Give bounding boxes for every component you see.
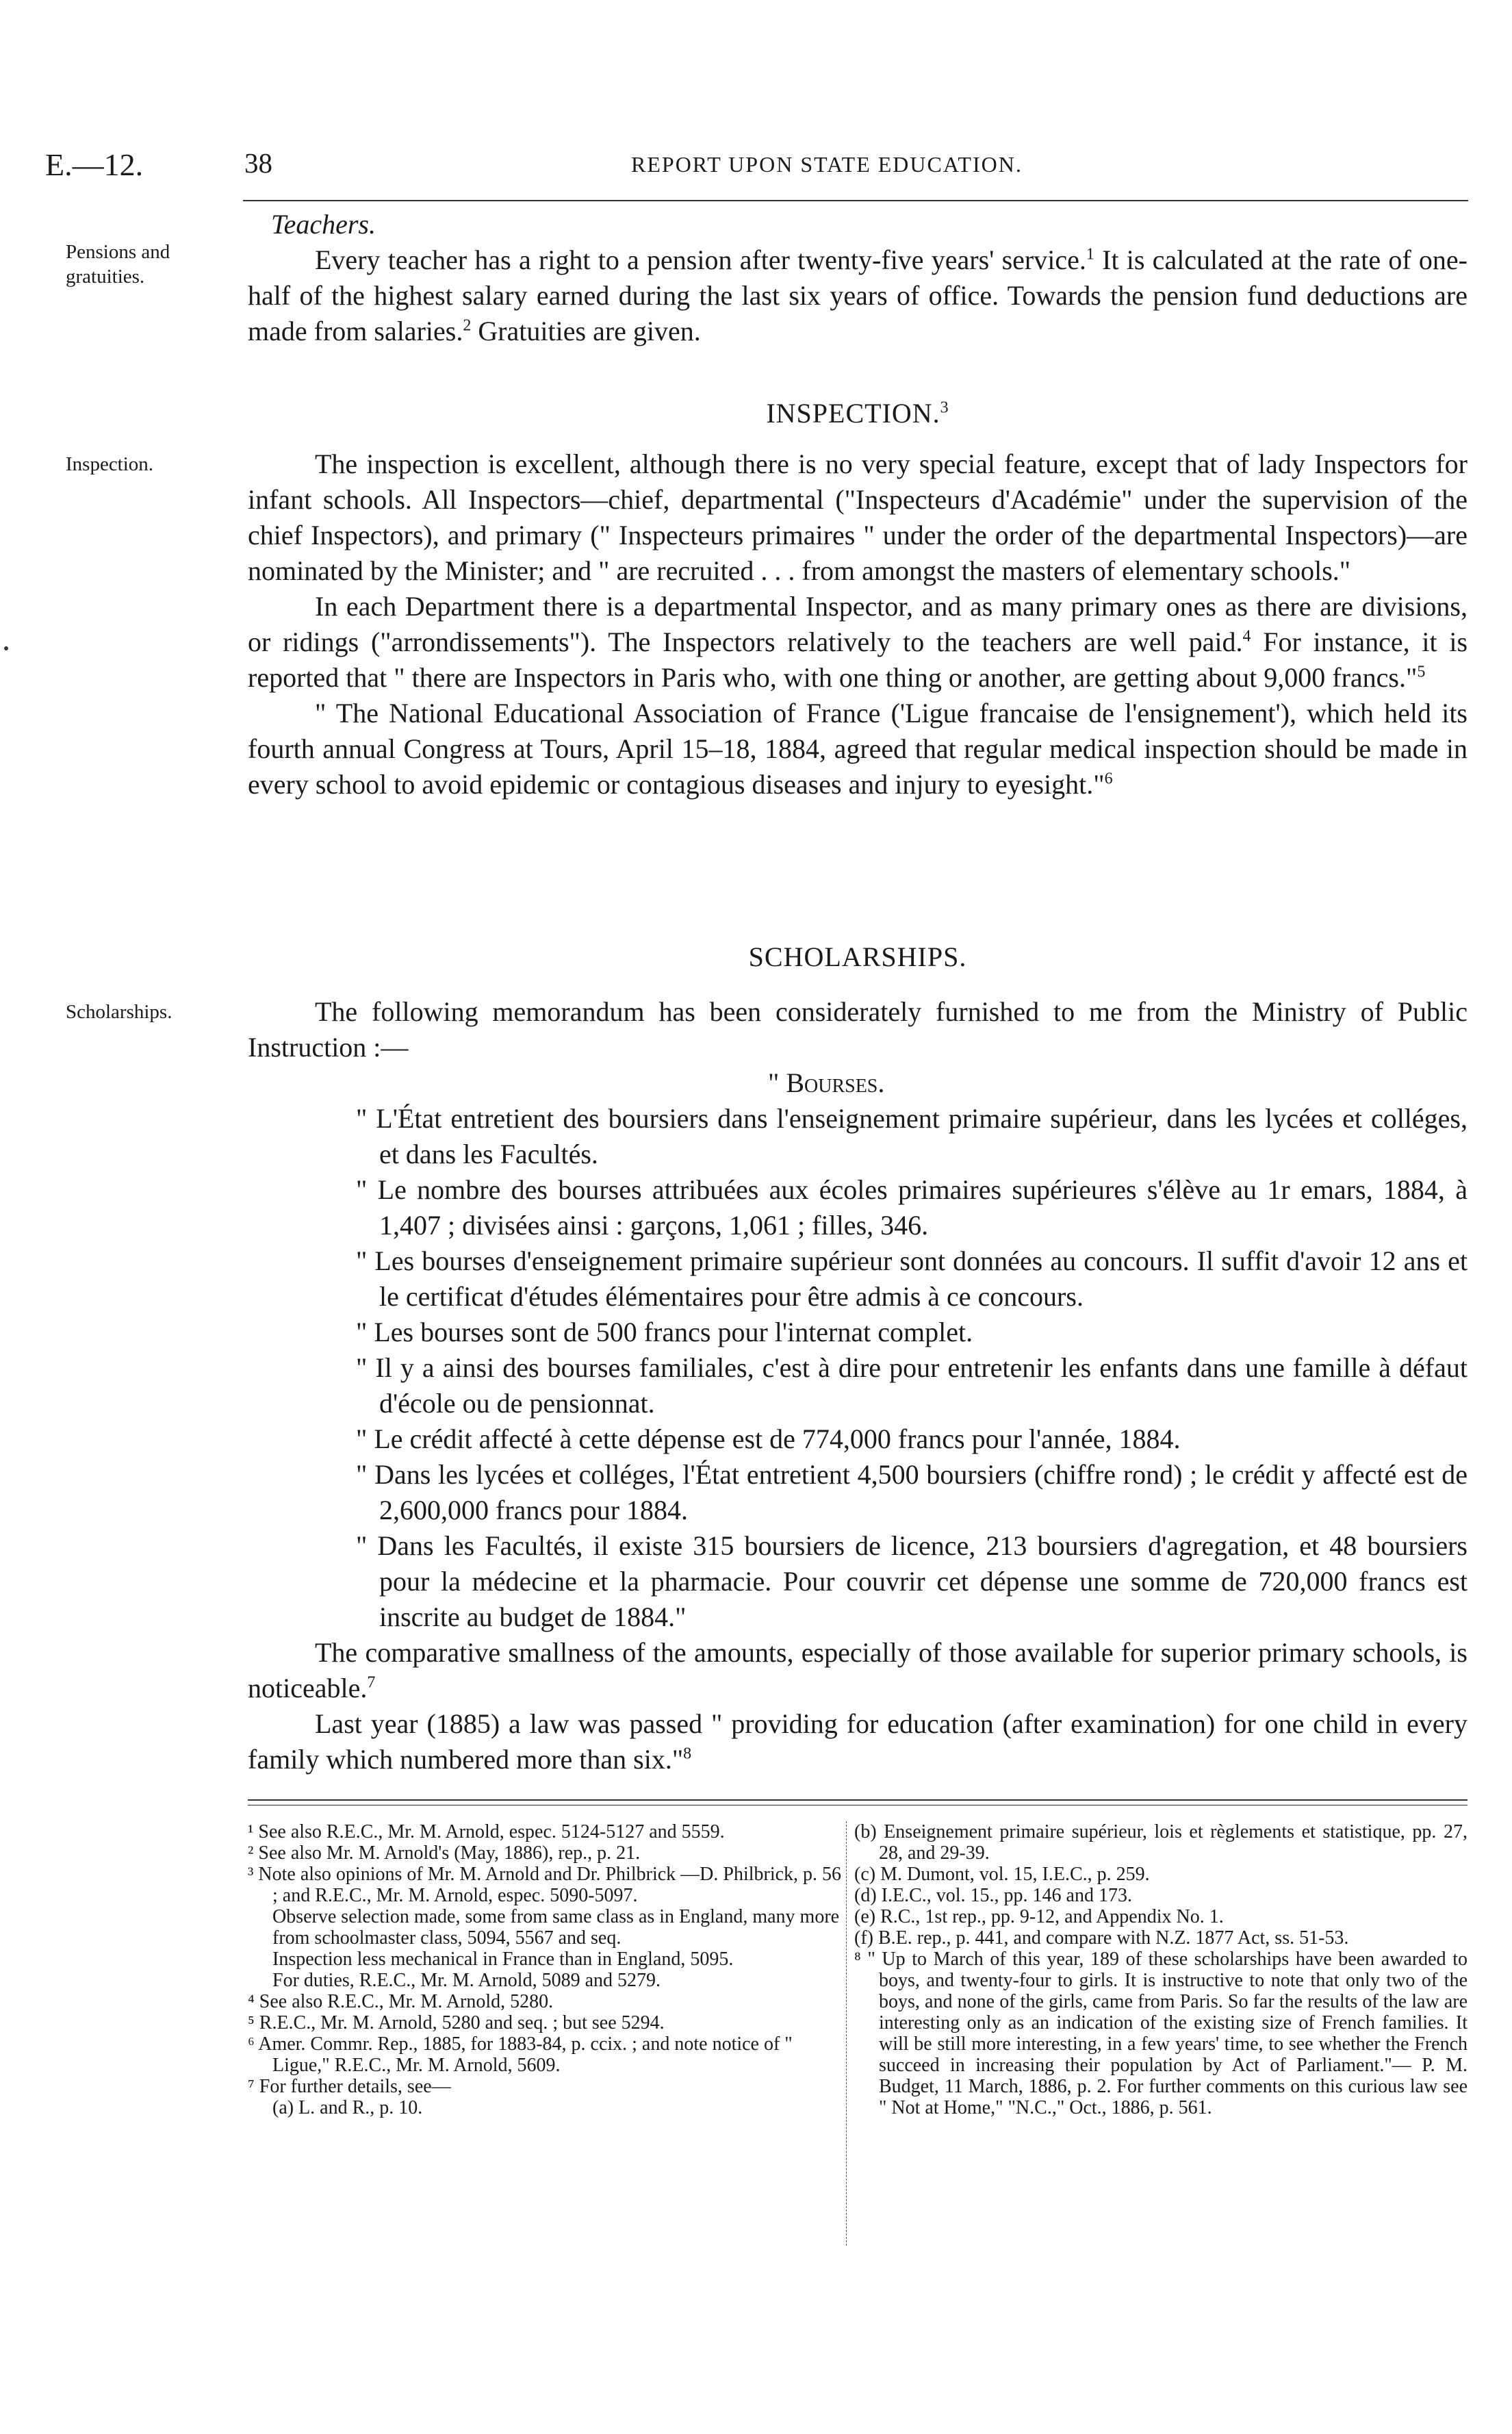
footnote: ² See also Mr. M. Arnold's (May, 1886), rep., p. 21.	[248, 1842, 641, 1864]
footnote: (b) Enseignement primaire supérieur, lois et règlements et statistique, pp. 27, 28, and 29-39.	[854, 1821, 1468, 1864]
teachers-section	[248, 207, 1468, 349]
footnote: ⁸ " Up to March of this year, 189 of these scholarships have been awarded to boys, and twenty-four to girls. It is instructive to note that only two of the boys, and none of the girls, came from Paris. So far the results of the law are interesting only as an indication of the existing size of French families. It will be still more interesting, in a few years' time, to see whether the French succeed in increasing their population by Act of Parliament."— P. M. Budget, 11 March, 1886, p. 2. For further comments on this curious law see " Not at Home," "N.C.," Oct., 1886, p. 561.	[854, 1949, 1468, 2118]
inspection-paragraph-3: " The National Educational Association of France ('Ligue francaise de l'ensignement'), which held its fourth annual Congress at Tours, April 15–18, 1884, agreed that regular medical inspection should be made in every school to avoid epidemic or contagious diseases and injury to eyesight."$^6$	[248, 698, 1468, 800]
footnote-rule	[248, 1799, 1468, 1801]
bourses-quote: " Dans les Facultés, il existe 315 boursiers de licence, 213 boursiers d'agregation, et 48 boursiers pour la médecine et la pharmacie. Pour couvrir cet dépense une somme de 720,000 francs est inscrite au budget de 1884."	[356, 1530, 1468, 1632]
scan-mark	[4, 646, 8, 650]
scholarships-intro: The following memorandum has been considerately furnished to me from the Ministry of Public Instruction :—	[248, 996, 1468, 1063]
footnote-column-divider	[846, 1821, 847, 2246]
bourses-quote: " L'État entretient des boursiers dans l'enseignement primaire supérieur, dans les lycées et colléges, et dans les Facultés.	[356, 1103, 1468, 1169]
header-rule	[243, 200, 1468, 201]
footnote: ⁷ For further details, see—	[248, 2076, 451, 2097]
inspection-paragraph-1: The inspection is excellent, although there is no very special feature, except that of lady Inspectors for infant schools. All Inspectors—chief, departmental ("Inspecteurs d'Académie" under the supervision of the chief Inspectors), and primary (" Inspecteurs primaires " under the order of the departmental Inspectors)—are nominated by the Minister; and " are recruited . . . from amongst the masters of elementary schools."	[248, 448, 1468, 586]
scholarships-section	[248, 994, 1468, 1777]
inspection-section	[248, 446, 1468, 802]
margin-note-pensions: Pensions and gratuities.	[66, 241, 170, 288]
footnote: (e) R.C., 1st rep., pp. 9-12, and Appendix No. 1.	[854, 1906, 1224, 1927]
bourses-quote: " Les bourses sont de 500 francs pour l'internat complet.	[356, 1317, 973, 1347]
footnote: (a) L. and R., p. 10.	[272, 2097, 423, 2118]
teachers-heading: Teachers.	[271, 209, 376, 240]
scholarships-paragraph-2: Last year (1885) a law was passed " providing for education (after examination) for one child in every family which numbered more than six."$^8$	[248, 1708, 1468, 1775]
margin-note-scholarships: Scholarships.	[66, 1001, 172, 1023]
footnotes-left	[248, 1821, 843, 2118]
footnote: ³ Note also opinions of Mr. M. Arnold and Dr. Philbrick —D. Philbrick, p. 56 ; and R.E.C., Mr. M. Arnold, espec. 5090-5097.	[248, 1864, 842, 1906]
footnote: Observe selection made, some from same class as in England, many more from schoolmaster class, 5094, 5567 and seq.	[272, 1906, 840, 1949]
margin-note-inspection: Inspection.	[66, 453, 154, 475]
scholarships-paragraph-1: The comparative smallness of the amounts, especially of those available for superior primary schools, is noticeable.$^7$	[248, 1637, 1468, 1703]
scholarships-heading: SCHOLARSHIPS.	[748, 941, 967, 972]
footnote: (f) B.E. rep., p. 441, and compare with N.Z. 1877 Act, ss. 51-53.	[854, 1927, 1349, 1949]
running-title: REPORT UPON STATE EDUCATION.	[631, 152, 1023, 177]
footnote: ¹ See also R.E.C., Mr. M. Arnold, espec. 5124-5127 and 5559.	[248, 1821, 725, 1842]
inspection-paragraph-2: In each Department there is a departmental Inspector, and as many primary ones as there are divisions, or ridings ("arrondissements"). The Inspectors relatively to the teachers are well paid.$^4$ For instance, it is reported that " there are Inspectors in Paris who, with one thing or another, are getting about 9,000 francs."$^5$	[248, 591, 1468, 693]
footnote: ⁶ Amer. Commr. Rep., 1885, for 1883-84, p. ccix. ; and note notice of " Ligue," R.E.C., Mr. M. Arnold, 5609.	[248, 2033, 793, 2076]
document-code: E.—12.	[45, 147, 144, 182]
bourses-quote: " Le crédit affecté à cette dépense est de 774,000 francs pour l'année, 1884.	[356, 1423, 1181, 1454]
page-number: 38	[244, 147, 272, 179]
bourses-quote: " Dans les lycées et colléges, l'État entretient 4,500 boursiers (chiffre rond) ; le crédit y affecté est de 2,600,000 francs pour 1884.	[356, 1459, 1468, 1525]
footnote: ⁵ R.E.C., Mr. M. Arnold, 5280 and seq. ; but see 5294.	[248, 2012, 665, 2033]
bourses-title: " Bourses.	[768, 1067, 885, 1098]
footnote: (c) M. Dumont, vol. 15, I.E.C., p. 259.	[854, 1864, 1150, 1885]
footnote: For duties, R.E.C., Mr. M. Arnold, 5089 and 5279.	[272, 1970, 661, 1991]
footnote: (d) I.E.C., vol. 15., pp. 146 and 173.	[854, 1885, 1132, 1906]
footnotes-right	[854, 1821, 1468, 2118]
teachers-paragraph: Every teacher has a right to a pension after twenty-five years' service.$^1$ It is calculated at the rate of one-half of the highest salary earned during the last six years of office. Towards the pension fund deductions are made from salaries.$^2$ Gratuities are given.	[248, 244, 1468, 346]
footnote: Inspection less mechanical in France than in England, 5095.	[272, 1949, 734, 1970]
bourses-quote: " Le nombre des bourses attribuées aux écoles primaires supérieures s'élève au 1r emars, 1884, à 1,407 ; divisées ainsi : garçons, 1,061 ; filles, 346.	[356, 1174, 1468, 1241]
inspection-heading: INSPECTION.$^3$	[766, 398, 949, 429]
bourses-quote: " Il y a ainsi des bourses familiales, c'est à dire pour entretenir les enfants dans une famille à défaut d'école ou de pensionnat.	[356, 1352, 1468, 1419]
bourses-quote: " Les bourses d'enseignement primaire supérieur sont données au concours. Il suffit d'avoir 12 ans et le certificat d'études élémentaires pour être admis à ce concours.	[356, 1245, 1468, 1312]
footnote: ⁴ See also R.E.C., Mr. M. Arnold, 5280.	[248, 1991, 554, 2012]
